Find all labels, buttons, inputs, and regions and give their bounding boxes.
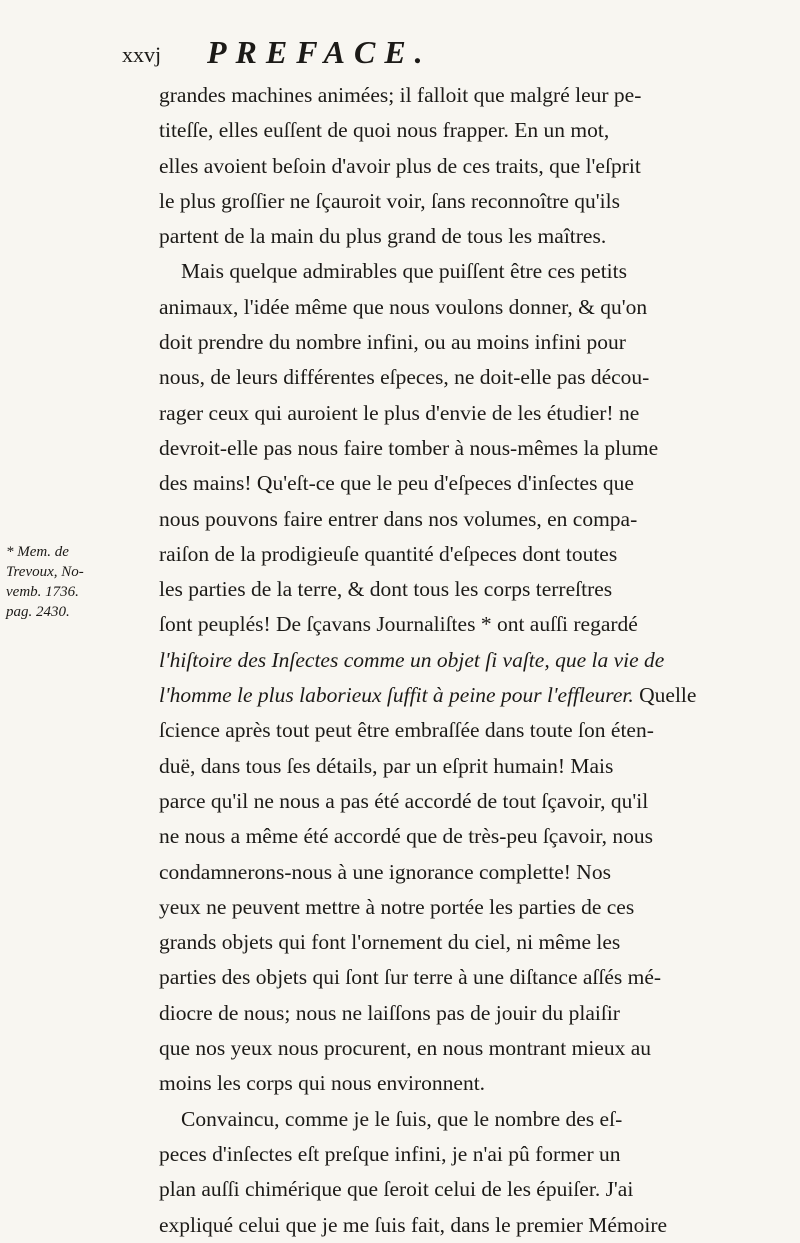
text-line: animaux, l'idée même que nous voulons donner, & qu'on (159, 294, 648, 319)
quote-continuation: Quelle (633, 683, 697, 708)
margin-note (6, 542, 156, 622)
text-line: diocre de nous; nous ne laiſſons pas de jouir du plaiſir (159, 1000, 620, 1025)
margin-note-line: Trevoux, No- (6, 564, 84, 580)
text-line-quote: l'hiſtoire des Inſectes comme un objet ſi vaſte, que la vie de (159, 647, 665, 672)
text-line: ſont peuplés! De ſçavans Journaliſtes * ont auſſi regardé (159, 612, 638, 637)
page-header (122, 34, 682, 74)
text-line: nous pouvons faire entrer dans nos volumes, en compa- (159, 506, 638, 531)
text-line: les parties de la terre, & dont tous les corps terreſtres (159, 577, 613, 602)
text-line: parties des objets qui ſont ſur terre à une diſtance aſſés mé- (159, 965, 662, 990)
text-line: nous, de leurs différentes eſpeces, ne doit-elle pas décou- (159, 365, 650, 390)
quote-end: l'homme le plus laborieux ſuffit à peine pour l'effleurer. (159, 683, 634, 708)
text-line: le plus groſſier ne ſçauroit voir, ſans reconnoître qu'ils (159, 188, 620, 213)
margin-note-line: vemb. 1736. (6, 584, 79, 600)
text-line: peces d'inſectes eſt preſque infini, je n'ai pû former un (159, 1141, 621, 1166)
text-line: grands objets qui font l'ornement du ciel, ni même les (159, 930, 621, 955)
text-line: rager ceux qui auroient le plus d'envie de les étudier! ne (159, 400, 640, 425)
text-line: elles avoient beſoin d'avoir plus de ces traits, que l'eſprit (159, 153, 641, 178)
text-line-mixed (159, 678, 729, 713)
text-line: yeux ne peuvent mettre à notre portée les parties de ces (159, 894, 635, 919)
body-text (159, 78, 729, 1243)
text-line: duë, dans tous ſes détails, par un eſprit humain! Mais (159, 753, 614, 778)
text-line: des mains! Qu'eſt-ce que le peu d'eſpeces d'inſectes que (159, 471, 634, 496)
text-line: que nos yeux nous procurent, en nous montrant mieux au (159, 1036, 652, 1061)
text-line: doit prendre du nombre infini, ou au moins infini pour (159, 330, 626, 355)
text-line: Mais quelque admirables que puiſſent être ces petits (181, 259, 627, 284)
text-line: devroit-elle pas nous faire tomber à nous-mêmes la plume (159, 435, 659, 460)
text-line: ſcience après tout peut être embraſſée dans toute ſon éten- (159, 718, 654, 743)
text-line: Convaincu, comme je le ſuis, que le nombre des eſ- (181, 1106, 623, 1131)
text-line: moins les corps qui nous environnent. (159, 1071, 486, 1096)
text-line: expliqué celui que je me ſuis fait, dans le premier Mémoire (159, 1212, 668, 1237)
page-number: xxvj (122, 42, 162, 67)
text-line: raiſon de la prodigieuſe quantité d'eſpeces dont toutes (159, 541, 618, 566)
text-line: titeſſe, elles euſſent de quoi nous frapper. En un mot, (159, 118, 610, 143)
text-line: condamnerons-nous à une ignorance complette! Nos (159, 859, 611, 884)
text-line: plan auſſi chimérique que ſeroit celui de les épuiſer. J'ai (159, 1177, 634, 1202)
text-line: ne nous a même été accordé que de très-peu ſçavoir, nous (159, 824, 654, 849)
text-line: grandes machines animées; il falloit que malgré leur pe- (159, 83, 642, 107)
text-line: partent de la main du plus grand de tous les maîtres. (159, 224, 607, 249)
margin-note-line: * Mem. de (6, 544, 69, 560)
running-head: PREFACE. (207, 34, 432, 70)
text-line: parce qu'il ne nous a pas été accordé de tout ſçavoir, qu'il (159, 788, 649, 813)
margin-note-line: pag. 2430. (6, 604, 70, 620)
